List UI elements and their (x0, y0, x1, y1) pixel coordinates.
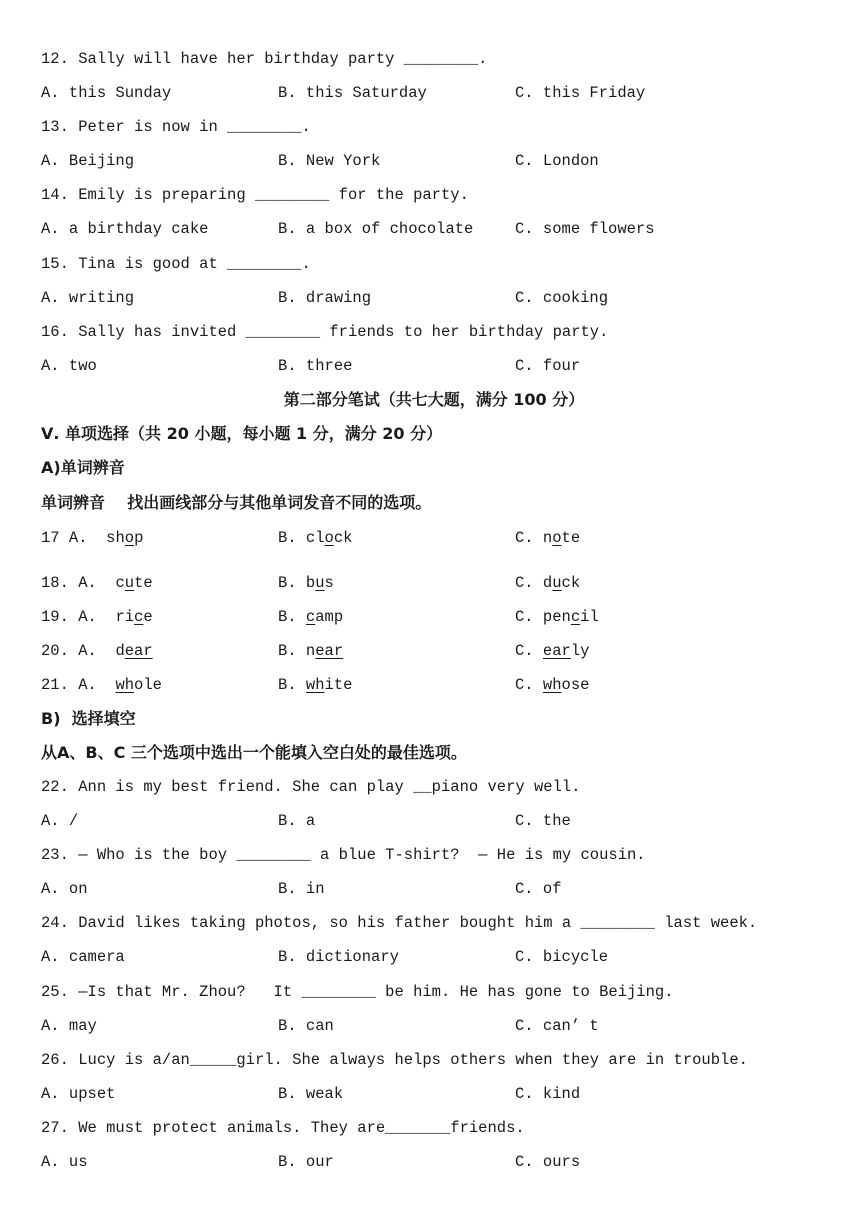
option-c: C. can’ t (515, 1017, 599, 1035)
option-b: B. can (278, 1017, 334, 1035)
question-stem: 25. —Is that Mr. Zhou? It ________ be him. He has gone to Beijing. (41, 983, 674, 1001)
option-b: B. dictionary (278, 948, 399, 966)
phonics-option-a: 19. A. rice (41, 608, 153, 626)
option-b: B. our (278, 1153, 334, 1171)
option-a: A. may (41, 1017, 97, 1035)
question-stem: 26. Lucy is a/an_____girl. She always helps others when they are in trouble. (41, 1051, 748, 1069)
phonics-row (41, 607, 841, 627)
question-stem: 14. Emily is preparing ________ for the party. (41, 186, 469, 204)
phonics-option-a: 17 A. shop (41, 529, 144, 547)
phonics-option-c: C. duck (515, 574, 581, 592)
option-c: C. four (515, 357, 581, 375)
phonics-option-a: 18. A. cute (41, 574, 153, 592)
option-a: A. / (41, 812, 79, 830)
option-b: B. a box of chocolate (278, 220, 474, 238)
phonics-row (41, 675, 841, 695)
option-row (41, 219, 841, 239)
option-c: C. cooking (515, 289, 609, 307)
question-stem: 16. Sally has invited ________ friends to her birthday party. (41, 323, 609, 341)
option-c: C. ours (515, 1153, 581, 1171)
question-stem: 23. — Who is the boy ________ a blue T-shirt? — He is my cousin. (41, 846, 646, 864)
option-b: B. New York (278, 152, 381, 170)
option-c: C. London (515, 152, 599, 170)
phonics-option-c: C. pencil (515, 608, 599, 626)
subsection-b-title: B) 选择填空 (41, 709, 136, 728)
option-b: B. this Saturday (278, 84, 427, 102)
phonics-option-b: B. clock (278, 529, 353, 547)
option-a: A. Beijing (41, 152, 135, 170)
subsection-a-title: A)单词辨音 (41, 458, 125, 477)
option-b: B. in (278, 880, 325, 898)
option-a: A. upset (41, 1085, 116, 1103)
option-a: A. us (41, 1153, 88, 1171)
option-a: A. a birthday cake (41, 220, 209, 238)
subsection-a-instruction: 单词辨音 找出画线部分与其他单词发音不同的选项。 (41, 493, 432, 512)
question-stem: 15. Tina is good at ________. (41, 255, 311, 273)
phonics-option-b: B. near (278, 642, 344, 660)
option-c: C. of (515, 880, 562, 898)
phonics-row (41, 573, 841, 593)
phonics-option-c: C. note (515, 529, 581, 547)
option-a: A. writing (41, 289, 135, 307)
phonics-option-b: B. white (278, 676, 353, 694)
option-row (41, 356, 841, 376)
option-a: A. on (41, 880, 88, 898)
option-row (41, 288, 841, 308)
question-stem: 27. We must protect animals. They are_______friends. (41, 1119, 525, 1137)
option-c: C. the (515, 812, 571, 830)
option-c: C. this Friday (515, 84, 646, 102)
phonics-option-c: C. early (515, 642, 590, 660)
question-stem: 12. Sally will have her birthday party ________. (41, 50, 488, 68)
option-row (41, 83, 841, 103)
option-a: A. two (41, 357, 97, 375)
option-b: B. three (278, 357, 353, 375)
option-row (41, 879, 841, 899)
question-stem: 22. Ann is my best friend. She can play __piano very well. (41, 778, 581, 796)
option-row (41, 1016, 841, 1036)
phonics-option-b: B. camp (278, 608, 344, 626)
option-b: B. weak (278, 1085, 344, 1103)
option-b: B. a (278, 812, 316, 830)
option-row (41, 811, 841, 831)
option-row (41, 947, 841, 967)
phonics-option-b: B. bus (278, 574, 334, 592)
option-c: C. some flowers (515, 220, 655, 238)
option-b: B. drawing (278, 289, 372, 307)
option-row (41, 1152, 841, 1172)
question-stem: 24. David likes taking photos, so his father bought him a ________ last week. (41, 914, 758, 932)
phonics-row (41, 641, 841, 661)
option-a: A. this Sunday (41, 84, 172, 102)
phonics-option-c: C. whose (515, 676, 590, 694)
phonics-option-a: 21. A. whole (41, 676, 162, 694)
option-c: C. bicycle (515, 948, 609, 966)
option-row (41, 151, 841, 171)
question-stem: 13. Peter is now in ________. (41, 118, 311, 136)
option-a: A. camera (41, 948, 125, 966)
subsection-b-instruction: 从A、B、C 三个选项中选出一个能填入空白处的最佳选项。 (41, 743, 467, 762)
section-v-title: Ⅴ. 单项选择（共 20 小题，每小题 1 分，满分 20 分） (41, 424, 443, 443)
option-c: C. kind (515, 1085, 581, 1103)
option-row (41, 1084, 841, 1104)
part-two-title: 第二部分笔试（共七大题，满分 100 分） (283, 390, 585, 409)
phonics-option-a: 20. A. dear (41, 642, 153, 660)
phonics-row (41, 528, 841, 548)
